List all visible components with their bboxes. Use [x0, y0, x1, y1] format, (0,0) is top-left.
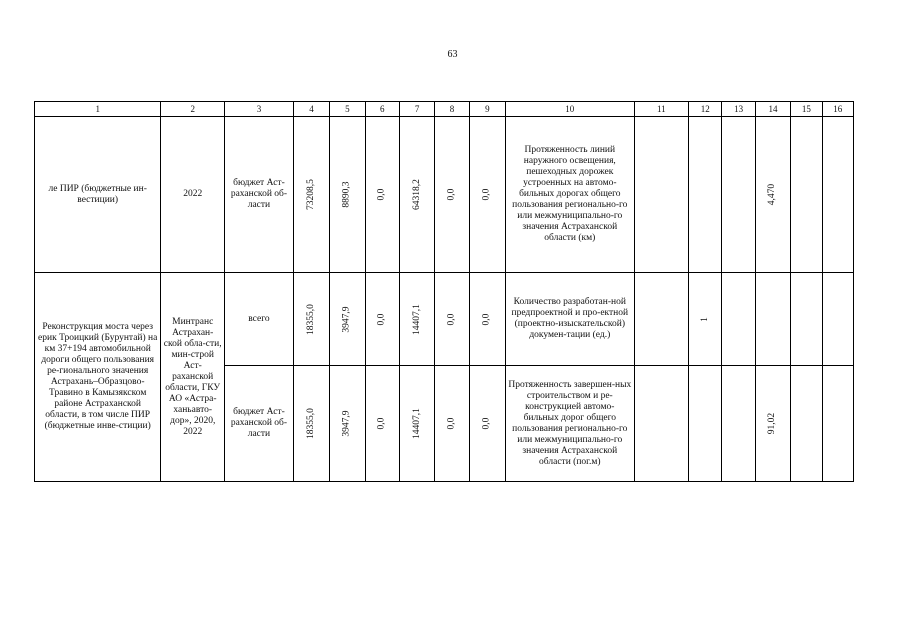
responsible-cell: Минтранс Астрахан-ской обла-сти, мин-строй Аст-раханской области, ГКУ АО «Астра-ханьавто-дор», 2020, 2022 — [161, 273, 225, 482]
value-text: 64318,2 — [411, 179, 422, 210]
value-cell — [755, 366, 790, 482]
empty-cell — [722, 273, 755, 366]
program-table — [34, 101, 854, 482]
col-header: 8 — [435, 102, 469, 117]
col-header: 2 — [161, 102, 225, 117]
table-row — [35, 273, 854, 366]
col-header: 5 — [330, 102, 365, 117]
funding-source-cell: бюджет Аст-раханской об-ласти — [225, 117, 294, 273]
col-header: 12 — [689, 102, 722, 117]
empty-cell — [722, 366, 755, 482]
value-text: 14407,1 — [411, 408, 422, 439]
value-cell — [469, 273, 505, 366]
col-header: 16 — [822, 102, 853, 117]
value-cell — [435, 117, 469, 273]
value-cell — [365, 273, 399, 366]
value-text: 91,02 — [767, 412, 778, 435]
value-text: 0,0 — [376, 313, 387, 325]
value-text: 0,0 — [376, 188, 387, 201]
col-header: 13 — [722, 102, 755, 117]
value-cell — [435, 273, 469, 366]
funding-source-cell: бюджет Аст-раханской об-ласти — [225, 366, 294, 482]
value-cell — [399, 273, 434, 366]
value-cell — [755, 117, 790, 273]
empty-cell — [634, 366, 689, 482]
col-header: 9 — [469, 102, 505, 117]
value-cell — [365, 366, 399, 482]
value-cell — [365, 117, 399, 273]
col-header: 7 — [399, 102, 434, 117]
empty-cell — [791, 273, 822, 366]
empty-cell — [634, 117, 689, 273]
value-cell — [689, 366, 722, 482]
col-header: 1 — [35, 102, 161, 117]
value-cell — [689, 273, 722, 366]
col-header: 4 — [293, 102, 329, 117]
header-row — [35, 102, 854, 117]
object-name-cell: ле ПИР (бюджетные ин-вестиции) — [35, 117, 161, 273]
object-name-cell: Реконструкция моста через ерик Троицкий (Бурунтай) на км 37+194 автомобильной дороги общего пользования ре-гионального значения Астрахань–Образцово-Травино в Камызякском районе Астраханской области, в том числе ПИР (бюджетные инве-стиции) — [35, 273, 161, 482]
value-text: 0,0 — [481, 313, 492, 325]
indicator-cell: Протяженность линий наружного освещения, пешеходных дорожек устроенных на автомо-бильных дорогах общего пользования регионально-го или межмуниципально-го значения Астраханской области (км) — [506, 117, 634, 273]
value-text: 1 — [699, 316, 710, 322]
value-text: 18355,0 — [306, 303, 316, 335]
col-header: 6 — [365, 102, 399, 117]
value-cell — [689, 117, 722, 273]
value-cell — [330, 366, 365, 482]
empty-cell — [791, 366, 822, 482]
value-text: 4,470 — [767, 183, 778, 206]
value-text: 0,0 — [446, 188, 457, 201]
empty-cell — [822, 117, 853, 273]
value-text: 0,0 — [481, 417, 492, 430]
value-cell — [399, 117, 434, 273]
value-text: 3947,9 — [341, 305, 352, 333]
table-row — [35, 117, 854, 273]
value-cell — [293, 273, 329, 366]
value-cell — [330, 117, 365, 273]
empty-cell — [791, 117, 822, 273]
value-text: 18355,0 — [306, 408, 316, 439]
empty-cell — [822, 366, 853, 482]
value-cell — [293, 117, 329, 273]
funding-source-cell: всего — [225, 273, 294, 366]
empty-cell — [634, 273, 689, 366]
indicator-cell: Количество разработан-ной предпроектной и про-ектной (проектно-изыскательской) докумен-тации (ед.) — [506, 273, 634, 366]
value-text: 0,0 — [376, 417, 387, 430]
page-number: 63 — [447, 49, 458, 60]
col-header: 10 — [506, 102, 634, 117]
empty-cell — [822, 273, 853, 366]
value-cell — [469, 366, 505, 482]
col-header: 11 — [634, 102, 689, 117]
col-header: 14 — [755, 102, 790, 117]
col-header: 15 — [791, 102, 822, 117]
value-text: 0,0 — [481, 188, 492, 201]
value-cell — [399, 366, 434, 482]
value-text: 8890,3 — [341, 181, 352, 208]
indicator-cell: Протяженность завершен-ных строительством и ре-конструкцией автомо-бильных дорог общего пользования регионально-го или межмуниципально-го значения Астраханской области (пог.м) — [506, 366, 634, 482]
value-text: 0,0 — [446, 313, 457, 325]
value-cell — [330, 273, 365, 366]
value-cell — [469, 117, 505, 273]
empty-cell — [722, 117, 755, 273]
value-text: 14407,1 — [411, 303, 422, 335]
value-text: 3947,9 — [341, 410, 352, 437]
value-cell — [435, 366, 469, 482]
value-cell — [755, 273, 790, 366]
value-text: 0,0 — [446, 417, 457, 430]
responsible-cell: 2022 — [161, 117, 225, 273]
col-header: 3 — [225, 102, 294, 117]
value-text: 73208,5 — [306, 179, 316, 210]
value-cell — [293, 366, 329, 482]
